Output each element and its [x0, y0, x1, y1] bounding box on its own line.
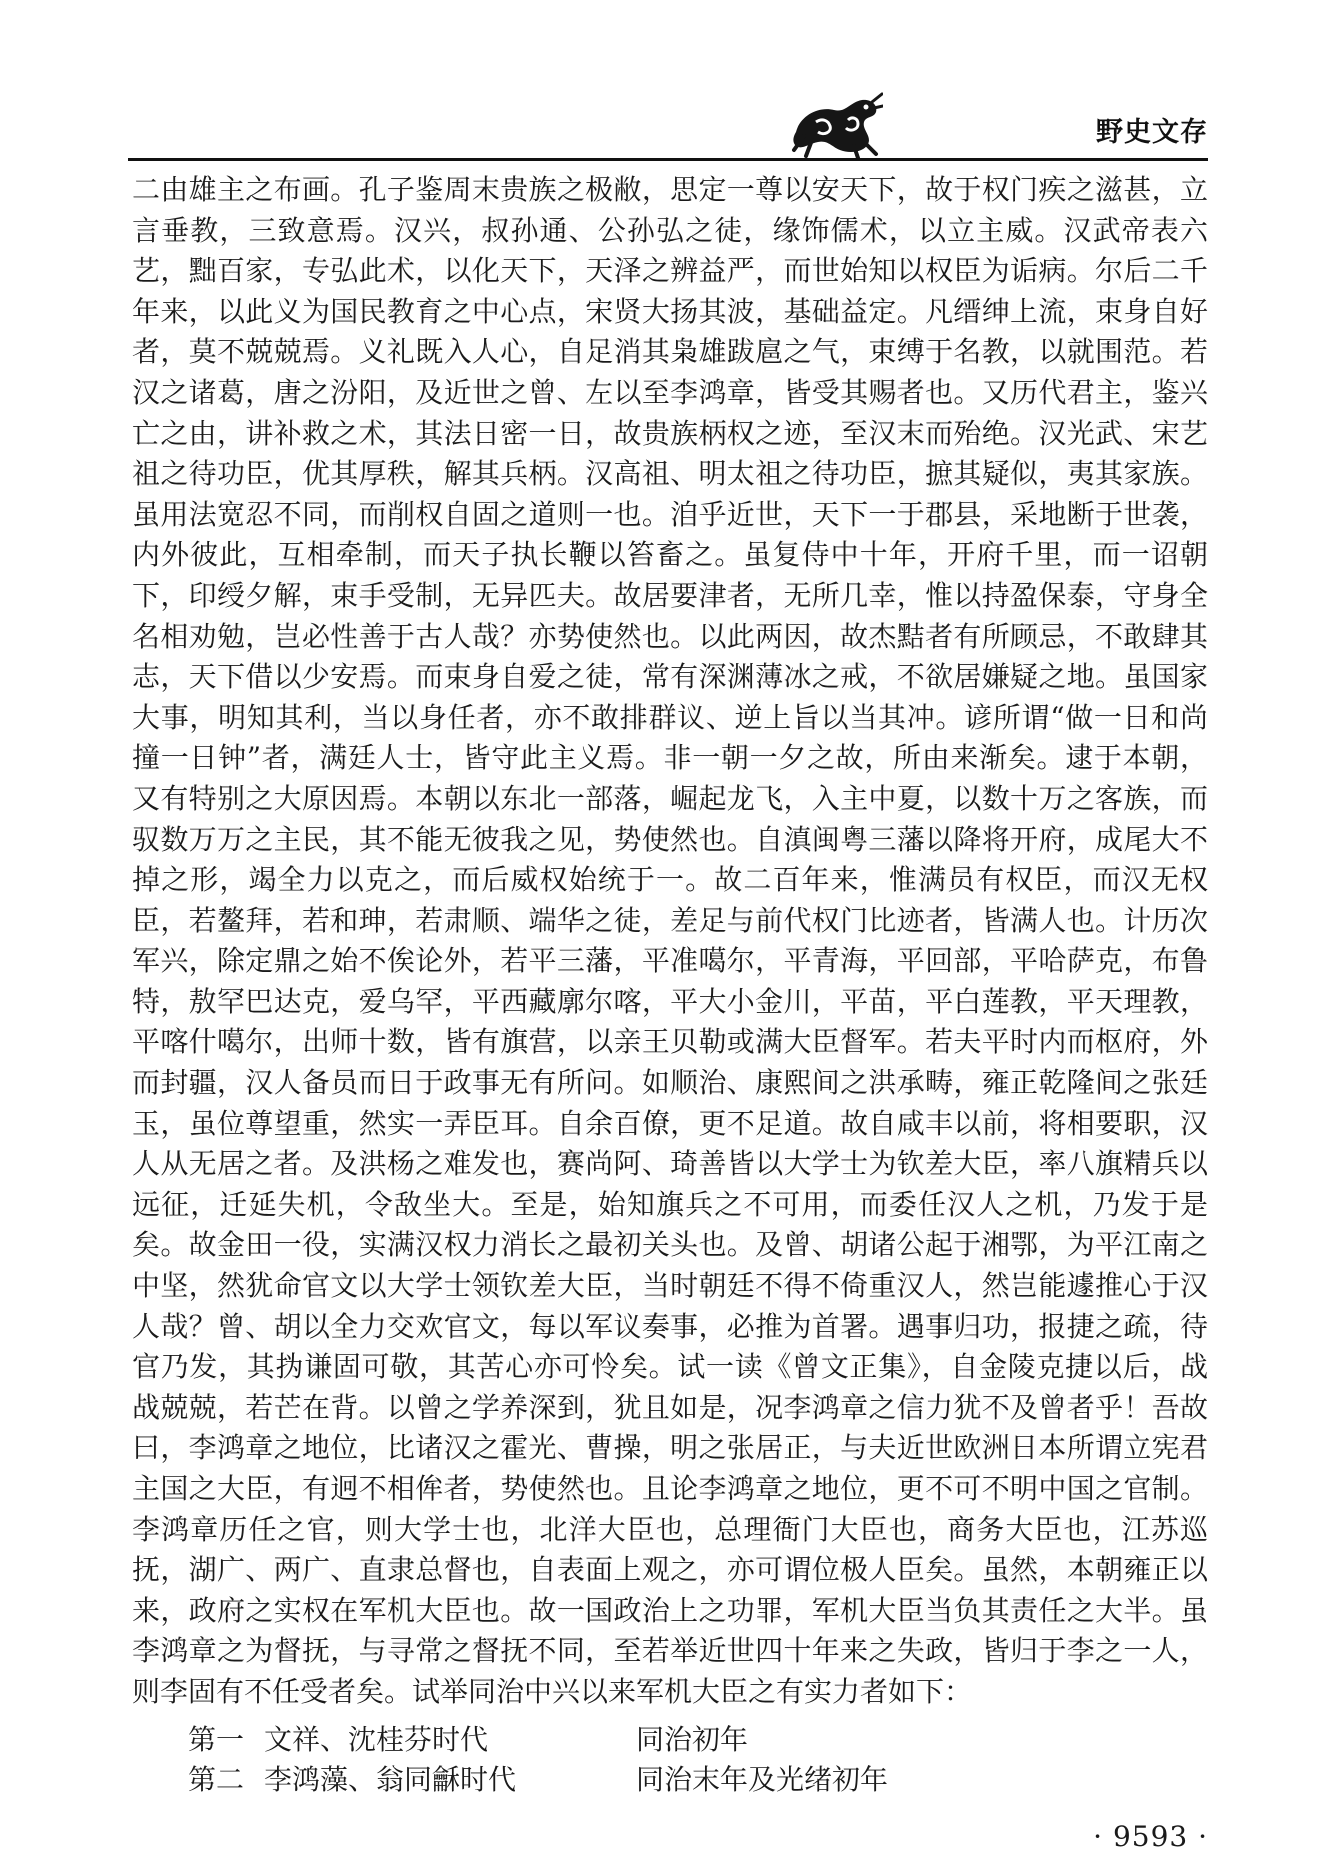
list-names: 李鸿藻、翁同龢时代 — [264, 1763, 517, 1796]
minister-era-list — [132, 1720, 1208, 1800]
list-period: 同治初年 — [636, 1723, 749, 1756]
list-ordinal: 第一 — [188, 1723, 245, 1756]
page-number: · 9593 · — [1093, 1820, 1208, 1853]
body-paragraph: 二由雄主之布画。孔子鉴周末贵族之极敝，思定一尊以安天下，故于权门疾之滋甚，立言垂教，三致意焉。汉兴，叔孙通、公孙弘之徒，缘饰儒术，以立主威。汉武帝表六艺，黜百家，专弘此术，以化天下，天泽之辨益严，而世始知以权臣为诟病。尔后二千年来，以此义为国民教育之中心点，宋贤大扬其波，基础益定。凡缙绅上流，束身自好者，莫不兢兢焉。义礼既入人心，自足消其枭雄跋扈之气，束缚于名教，以就围范。若汉之诸葛，唐之汾阳，及近世之曾、左以至李鸿章，皆受其赐者也。又历代君主，鉴兴亡之由，讲补救之术，其法日密一日，故贵族柄权之迹，至汉末而殆绝。汉光武、宋艺祖之待功臣，优其厚秩，解其兵柄。汉高祖、明太祖之待功臣，摭其疑似，夷其家族。虽用法宽忍不同，而削权自固之道则一也。洎乎近世，天下一于郡县，采地断于世袭，内外彼此，互相牵制，而天子执长鞭以笞畜之。虽复侍中十年，开府千里，而一诏朝下，印绶夕解，束手受制，无异匹夫。故居要津者，无所几幸，惟以持盈保泰，守身全名相劝勉，岂必性善于古人哉？亦势使然也。以此两因，故杰黠者有所顾忌，不敢肆其志，天下借以少安焉。而束身自爱之徒，常有深渊薄冰之戒，不欲居嫌疑之地。虽国家大事，明知其利，当以身任者，亦不敢排群议、逆上旨以当其冲。谚所谓“做一日和尚撞一日钟”者，满廷人士，皆守此主义焉。非一朝一夕之故，所由来渐矣。逮于本朝，又有特别之大原因焉。本朝以东北一部落，崛起龙飞，入主中夏，以数十万之客族，而驭数万万之主民，其不能无彼我之见，势使然也。自滇闽粤三藩以降将开府，成尾大不掉之形，竭全力以克之，而后威权始统于一。故二百年来，惟满员有权臣，而汉无权臣，若鳌拜，若和珅，若肃顺、端华之徒，差足与前代权门比迹者，皆满人也。计历次军兴，除定鼎之始不俟论外，若平三藩，平准噶尔，平青海，平回部，平哈萨克，布鲁特，敖罕巴达克，爱乌罕，平西藏廓尔喀，平大小金川，平苗，平白莲教，平天理教，平喀什噶尔，出师十数，皆有旗营，以亲王贝勒或满大臣督军。若夫平时内而枢府，外而封疆，汉人备员而日于政事无有所问。如顺治、康熙间之洪承畴，雍正乾隆间之张廷玉，虽位尊望重，然实一弄臣耳。自余百僚，更不足道。故自咸丰以前，将相要职，汉人从无居之者。及洪杨之难发也，赛尚阿、琦善皆以大学士为钦差大臣，率八旗精兵以远征，迁延失机，令敌坐大。至是，始知旗兵之不可用，而委任汉人之机，乃发于是矣。故金田一役，实满汉权力消长之最初关头也。及曾、胡诸公起于湘鄂，为平江南之中坚，然犹命官文以大学士领钦差大臣，当时朝廷不得不倚重汉人，然岂能遽推心于汉人哉？曾、胡以全力交欢官文，每以军议奏事，必推为首署。遇事归功，报捷之疏，待官乃发，其㧑谦固可敬，其苦心亦可怜矣。试一读《曾文正集》，自金陵克捷以后，战战兢兢，若芒在背。以曾之学养深到，犹且如是，况李鸿章之信力犹不及曾者乎！吾故曰，李鸿章之地位，比诸汉之霍光、曹操，明之张居正，与夫近世欧洲日本所谓立宪君主国之大臣，有迥不相侔者，势使然也。且论李鸿章之地位，更不可不明中国之官制。李鸿章历任之官，则大学士也，北洋大臣也，总理衙门大臣也，商务大臣也，江苏巡抚，湖广、两广、直隶总督也，自表面上观之，亦可谓位极人臣矣。虽然，本朝雍正以来，政府之实权在军机大臣也。故一国政治上之功罪，军机大臣当负其责任之大半。虽李鸿章之为督抚，与寻常之督抚不同，至若举近世四十年来之失政，皆归于李之一人，则李固有不任受者矣。试举同治中兴以来军机大臣之有实力者如下： — [132, 173, 1208, 1708]
header-rule — [128, 158, 1208, 161]
page-header — [128, 92, 1208, 162]
list-names: 文祥、沈桂芬时代 — [264, 1723, 489, 1756]
dragon-emblem-icon — [788, 92, 883, 158]
list-item — [132, 1760, 1208, 1800]
running-head: 野史文存 — [1096, 117, 1208, 148]
list-ordinal: 第二 — [188, 1763, 245, 1796]
list-item — [132, 1720, 1208, 1760]
list-period: 同治末年及光绪初年 — [636, 1763, 889, 1796]
